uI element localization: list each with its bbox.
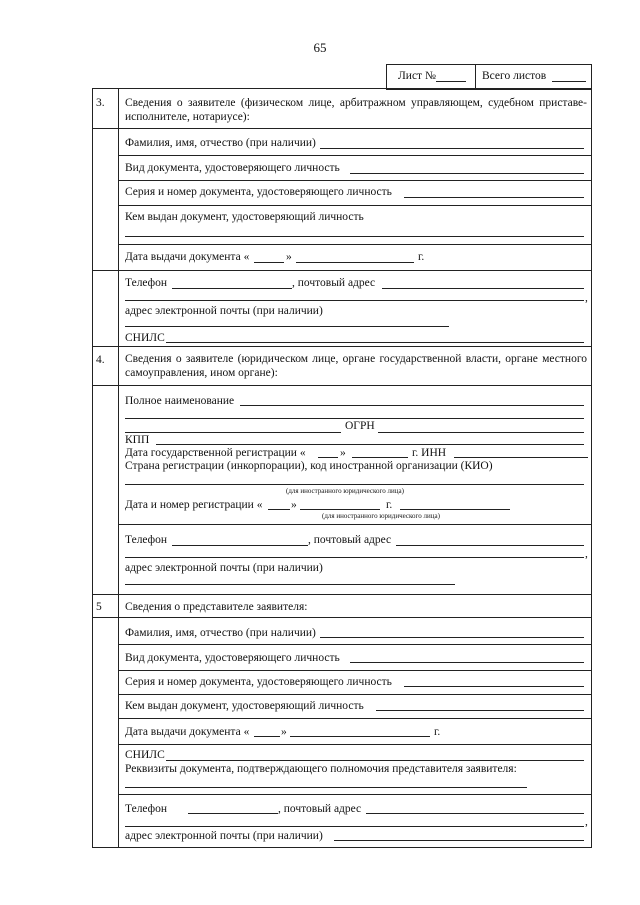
section-4-number: 4.	[96, 354, 105, 366]
s5-phone-line[interactable]	[188, 813, 278, 814]
s5-authority-label: Реквизиты документа, подтверждающего полномочия представителя заявителя:	[125, 763, 517, 775]
s4-full-name-line[interactable]	[240, 405, 584, 406]
s5-postal-label: , почтовый адрес	[278, 803, 362, 815]
s4-inn-line[interactable]	[454, 457, 588, 458]
s4-inn-label: г. ИНН	[412, 447, 447, 459]
s3-doc-series-line[interactable]	[404, 197, 584, 198]
s4-country-line[interactable]	[125, 484, 584, 485]
s4-reg-month-year[interactable]	[352, 457, 408, 458]
s5-doc-issued-label: Кем выдан документ, удостоверяющий личность	[125, 700, 364, 712]
s5-authority-line[interactable]	[125, 787, 527, 788]
s3-date-day[interactable]	[254, 262, 284, 263]
s3-postal-line[interactable]	[382, 288, 584, 289]
s5-snils-label: СНИЛС	[125, 749, 165, 761]
s3-doc-issued-line[interactable]	[125, 236, 584, 237]
s4-reg-no-month[interactable]	[300, 509, 380, 510]
s4-foreign-note: (для иностранного юридического лица)	[286, 487, 404, 495]
total-sheets-label: Всего листов	[482, 70, 547, 82]
s3-snils-line[interactable]	[166, 342, 584, 343]
s3-postal-line-2[interactable]	[125, 300, 584, 301]
s3-date-month-year[interactable]	[296, 262, 414, 263]
s5-email-label: адрес электронной почты (при наличии)	[125, 830, 323, 842]
s3-date-label: Дата выдачи документа «	[125, 251, 250, 263]
s5-doc-type-line[interactable]	[350, 662, 584, 663]
section-5-number: 5	[96, 601, 102, 613]
s5-date-day[interactable]	[254, 736, 280, 737]
s4-ogrn-left-line[interactable]	[125, 432, 341, 433]
s4-reg-no-number[interactable]	[400, 509, 510, 510]
s4-country-label: Страна регистрации (инкорпорации), код иностранной организации (КИО)	[125, 460, 493, 472]
s4-postal-label: , почтовый адрес	[308, 534, 392, 546]
s4-phone-line[interactable]	[172, 545, 308, 546]
s4-kpp-line[interactable]	[156, 444, 584, 445]
s3-doc-issued-label: Кем выдан документ, удостоверяющий личность	[125, 211, 364, 223]
s4-ogrn-line[interactable]	[378, 432, 584, 433]
s3-doc-type-line[interactable]	[350, 173, 584, 174]
section-5-title: Сведения о представителе заявителя:	[125, 601, 308, 613]
s4-email-label: адрес электронной почты (при наличии)	[125, 562, 323, 574]
s4-full-name-line-2[interactable]	[125, 418, 584, 419]
s4-full-name-label: Полное наименование	[125, 395, 235, 407]
s3-doc-series-label: Серия и номер документа, удостоверяющего личность	[125, 186, 392, 198]
s4-reg-no-day[interactable]	[268, 509, 290, 510]
s4-ogrn-label: ОГРН	[345, 420, 375, 432]
s4-kpp-label: КПП	[125, 434, 150, 446]
s5-date-month-year[interactable]	[290, 736, 430, 737]
section-4-title: Сведения о заявителе (юридическом лице, органе государственной власти, органе местного самоуправления, ином органе):	[125, 353, 587, 379]
s4-reg-no-label: Дата и номер регистрации «	[125, 499, 263, 511]
s5-fio-line[interactable]	[320, 637, 584, 638]
s5-date-label: Дата выдачи документа «	[125, 726, 250, 738]
s5-doc-series-line[interactable]	[404, 686, 584, 687]
s5-doc-series-label: Серия и номер документа, удостоверяющего личность	[125, 676, 392, 688]
section-3-title: Сведения о заявителе (физическом лице, арбитражном управляющем, судебном приставе-исполнителе, нотариусе):	[125, 97, 587, 123]
s5-postal-line-2[interactable]	[125, 826, 584, 827]
page-number: 65	[313, 40, 327, 55]
s3-phone-line[interactable]	[172, 288, 292, 289]
s3-doc-type-label: Вид документа, удостоверяющего личность	[125, 162, 340, 174]
s4-email-line[interactable]	[125, 584, 455, 585]
s5-fio-label: Фамилия, имя, отчество (при наличии)	[125, 627, 316, 639]
s4-foreign-note-2: (для иностранного юридического лица)	[322, 512, 440, 520]
s3-email-line[interactable]	[125, 326, 449, 327]
s5-doc-issued-line[interactable]	[376, 710, 584, 711]
s3-fio-line[interactable]	[320, 148, 584, 149]
s3-snils-label: СНИЛС	[125, 332, 165, 344]
s3-phone-label: Телефон	[125, 277, 168, 289]
s5-postal-line[interactable]	[366, 813, 584, 814]
s5-phone-label: Телефон	[125, 803, 168, 815]
sheet-number-label: Лист №	[398, 70, 436, 82]
s4-reg-date-label: Дата государственной регистрации «	[125, 447, 306, 459]
s4-reg-day[interactable]	[318, 457, 338, 458]
s5-snils-line[interactable]	[166, 760, 584, 761]
s3-email-label: адрес электронной почты (при наличии)	[125, 305, 323, 317]
s4-postal-line-2[interactable]	[125, 557, 584, 558]
s4-postal-line[interactable]	[396, 545, 584, 546]
s4-phone-label: Телефон	[125, 534, 168, 546]
s5-doc-type-label: Вид документа, удостоверяющего личность	[125, 652, 340, 664]
section-3-number: 3.	[96, 97, 105, 109]
s5-email-line[interactable]	[334, 840, 584, 841]
s3-postal-label: , почтовый адрес	[292, 277, 376, 289]
s3-fio-label: Фамилия, имя, отчество (при наличии)	[125, 137, 316, 149]
